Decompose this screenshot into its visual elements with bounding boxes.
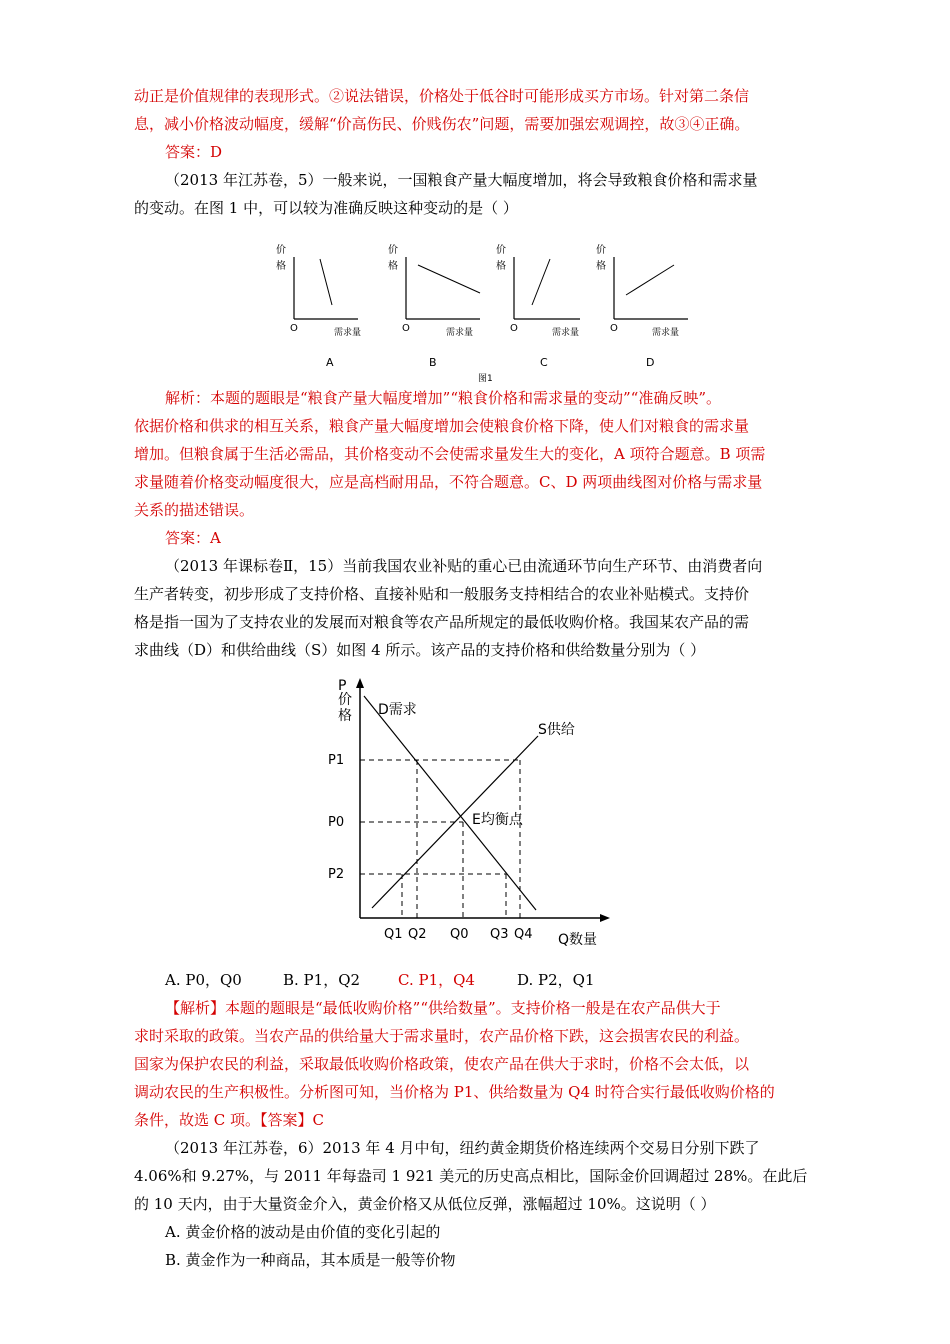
analysis-line: 依据价格和供求的相互关系，粮食产量大幅度增加会使粮食价格下降，使人们对粮食的需求量 (134, 417, 750, 435)
x-axis-label: 需求量 (552, 328, 580, 338)
p-axis-label: 价 (338, 692, 352, 708)
analysis-line: 求时采取的政策。当农产品的供给量大于需求量时，农产品价格下跌，这会损害农民的利益。 (134, 1027, 750, 1045)
panel-label: C (540, 356, 548, 369)
q-tick: Q2 (408, 927, 427, 942)
demand-curve-d (626, 265, 674, 295)
analysis-line: 国家为保护农民的利益，采取最低收购价格政策，使农产品在供大于求时，价格不会太低，以 (134, 1055, 750, 1073)
question-5-stem: 的变动。在图 1 中，可以较为准确反映这种变动的是（ ） (134, 199, 518, 217)
p-tick: P2 (328, 867, 345, 882)
option-a: A. 黄金价格的波动是由价值的变化引起的 (165, 1223, 441, 1241)
y-axis-label: 价 (276, 245, 286, 256)
x-axis-label: 需求量 (652, 328, 680, 338)
panel-label: B (429, 356, 437, 369)
q-axis-label: Q数量 (558, 932, 598, 948)
origin-label: O (610, 323, 618, 334)
origin-label: O (510, 323, 518, 334)
demand-label: D需求 (378, 702, 417, 718)
demand-curve-b (418, 265, 480, 293)
x-axis-label: 需求量 (446, 328, 474, 338)
origin-label: O (402, 323, 410, 334)
q-tick: Q4 (514, 927, 533, 942)
question-15-stem: 求曲线（D）和供给曲线（S）如图 4 所示。该产品的支持价格和供给数量分别为（ ） (134, 641, 706, 659)
demand-curve (364, 696, 536, 910)
p-axis-label: 格 (338, 708, 352, 724)
y-axis-label: 价 (388, 245, 398, 256)
figure-1-panel-a (276, 243, 361, 369)
question-15-stem: 生产者转变，初步形成了支持价格、直接补贴和一般服务支持相结合的农业补贴模式。支持价 (134, 585, 750, 603)
figure-1-panel-d (596, 243, 688, 369)
analysis-line: 求量随着价格变动幅度很大，应是高档耐用品，不符合题意。C、D 两项曲线图对价格与需求量 (134, 473, 763, 491)
p-tick: P1 (328, 753, 345, 768)
panel-label: A (326, 356, 334, 369)
analysis-line: 动正是价值规律的表现形式。②说法错误，价格处于低谷时可能形成买方市场。针对第二条信 (134, 87, 750, 105)
analysis-line: 条件，故选 C 项。【答案】C (134, 1111, 324, 1129)
panel-label: D (646, 356, 655, 369)
y-axis-label: 格 (496, 261, 506, 272)
demand-curve-c (532, 259, 550, 305)
question-6-stem: （2013 年江苏卷，6）2013 年 4 月中旬，纽约黄金期货价格连续两个交易日分别下跌了 (165, 1139, 760, 1157)
y-axis-label: 格 (276, 261, 286, 272)
q-tick: Q1 (384, 927, 403, 942)
analysis-line: 解析：本题的题眼是“粮食产量大幅度增加”“粮食价格和需求量的变动”“准确反映”。 (165, 389, 722, 407)
y-axis-label: 格 (388, 261, 398, 272)
question-15-stem: 格是指一国为了支持农业的发展而对粮食等农产品所规定的最低收购价格。我国某农产品的需 (134, 613, 750, 631)
option-b: B. 黄金作为一种商品，其本质是一般等价物 (165, 1251, 456, 1269)
option-b: B. P1，Q2 (283, 971, 361, 989)
q-tick: Q3 (490, 927, 509, 942)
supply-label: S供给 (538, 722, 575, 738)
figure-1 (270, 235, 710, 385)
option-c: C. P1，Q4 (398, 971, 475, 989)
origin-label: O (290, 323, 298, 334)
question-6-stem: 4.06%和 9.27%，与 2011 年每盎司 1 921 美元的历史高点相比，国际金价回调超过 28%。在此后 (134, 1167, 808, 1185)
analysis-line: 调动农民的生产积极性。分析图可知，当价格为 P1、供给数量为 Q4 时符合实行最低收购价格的 (134, 1083, 775, 1101)
equilibrium-label: E均衡点 (472, 812, 523, 828)
figure-1-panel-b (388, 243, 480, 369)
question-6-stem: 的 10 天内，由于大量资金介入，黄金价格又从低位反弹，涨幅超过 10%。这说明（ ） (134, 1195, 716, 1213)
p-axis-label: P (338, 678, 347, 694)
y-axis-label: 价 (496, 245, 506, 256)
figure-1-panel-c (496, 243, 580, 369)
question-15-stem: （2013 年课标卷Ⅱ，15）当前我国农业补贴的重心已由流通环节向生产环节、由消费者向 (165, 557, 763, 575)
option-d: D. P2，Q1 (517, 971, 595, 989)
figure-4 (320, 672, 620, 952)
analysis-line: 关系的描述错误。 (134, 501, 255, 519)
answer-line: 答案：A (165, 529, 221, 547)
y-axis-label: 格 (596, 261, 606, 272)
analysis-line: 增加。但粮食属于生活必需品，其价格变动不会使需求量发生大的变化，A 项符合题意。B 项需 (134, 445, 766, 463)
q-tick: Q0 (450, 927, 469, 942)
question-5-stem: （2013 年江苏卷，5）一般来说，一国粮食产量大幅度增加，将会导致粮食价格和需求量 (165, 171, 758, 189)
analysis-line: 息，减小价格波动幅度，缓解“价高伤民、价贱伤农”问题，需要加强宏观调控，故③④正确。 (134, 115, 750, 133)
demand-curve-a (320, 259, 332, 305)
y-axis-label: 价 (596, 245, 606, 256)
x-axis-label: 需求量 (334, 328, 362, 338)
analysis-line: 【解析】本题的题眼是“最低收购价格”“供给数量”。支持价格一般是在农产品供大于 (165, 999, 721, 1017)
figure-caption: 图1 (478, 374, 493, 384)
answer-line: 答案：D (165, 143, 223, 161)
option-a: A. P0，Q0 (165, 971, 242, 989)
p-tick: P0 (328, 815, 345, 830)
